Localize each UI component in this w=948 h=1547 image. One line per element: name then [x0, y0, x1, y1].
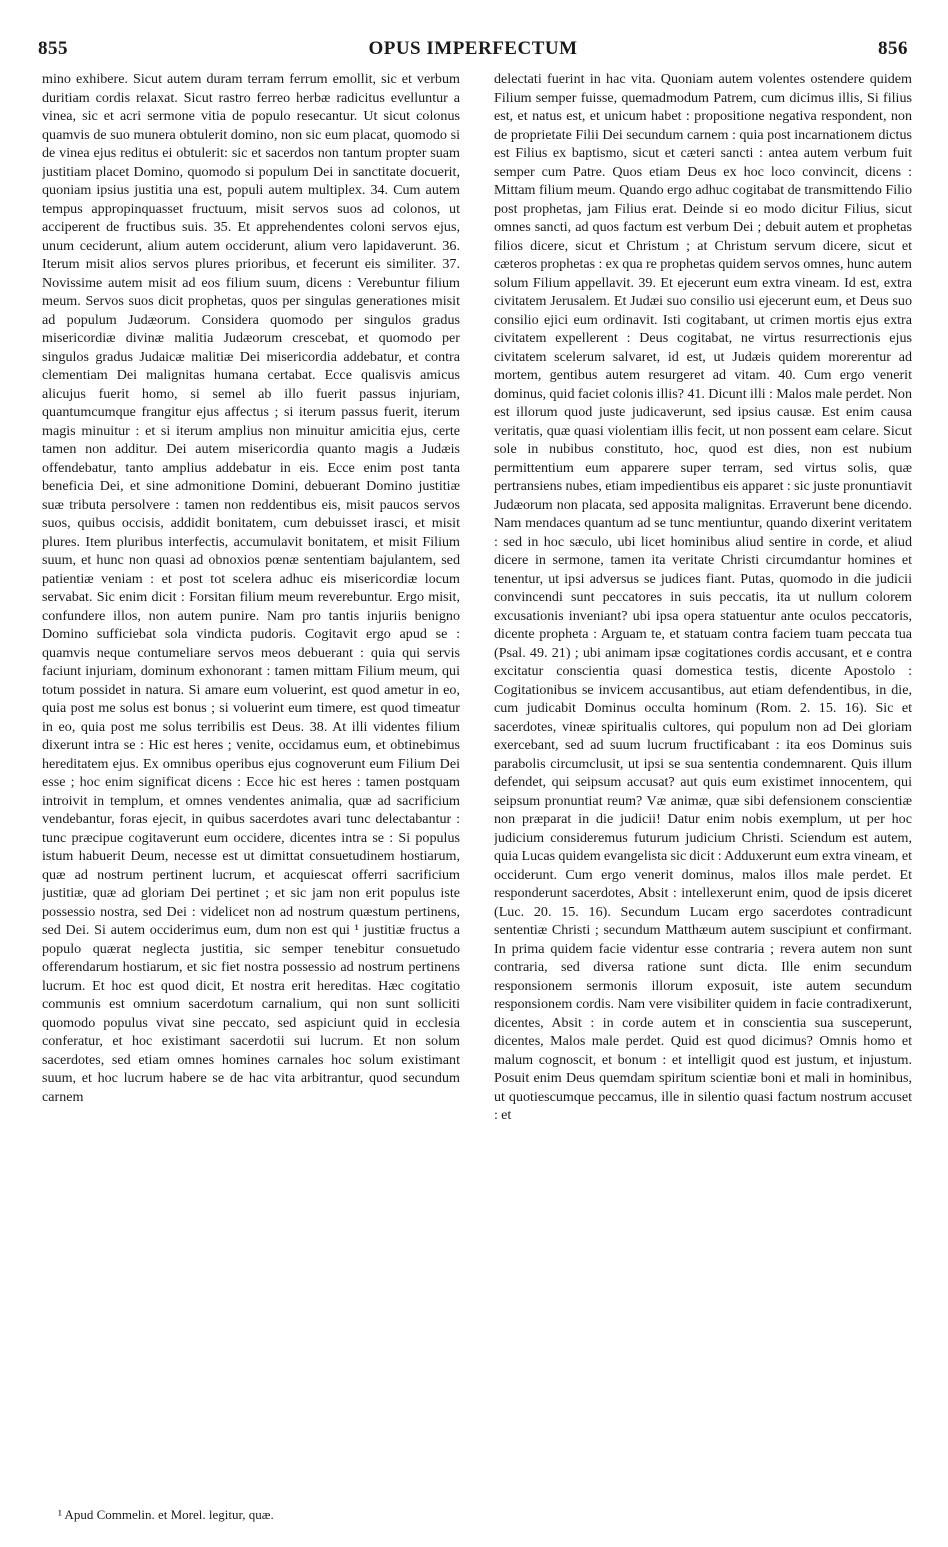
- left-column-text: mino exhibere. Sicut autem duram terram ferrum emollit, sic et verbum duritiam cordis relaxat. Sicut rastro ferreo herbæ radicitus evelluntur a vinea, sic et acri sermone vitia de populo resecantur. Ut sicut colonus quamvis de suo munera obtulerit domino, non sic eum placat, quomodo si de vinea ejus reditus ei obtulerit: sic et sacerdos non tantum propter suam justitiam placet Domino, quomodo si populum Dei in sanctitate docuerit, quoniam ipsius justitia una est, populi autem multiplex. 34. Cum autem tempus appropinquasset fructuum, misit servos suos ad colonos, ut acciperent de fructibus suis. 35. Et apprehendentes coloni servos ejus, unum ceciderunt, alium autem occiderunt, alium vero lapidaverunt. 36. Iterum misit alios servos plures prioribus, et fecerunt eis similiter. 37. Novissime autem misit ad eos filium suum, dicens : Verebuntur filium meum. Servos suos dicit prophetas, quos per singulas generationes misit ad populum Judæorum. Considera quomodo per singulos gradus misericordiæ divinæ malitia Judæorum crescebat, et quomodo per singulos gradus Judaicæ malitiæ Dei misericordia addebatur, et contra clementiam Dei malignitas humana certabat. Ecce qualisvis amicus alicujus fuerit homo, si semel ab illo fuerit passus injuriam, quantumcumque frangitur ejus affectus ; si iterum passus fuerit, iterum magis minuitur : et si iterum amplius non minuitur amicitia ejus, certe tamen non additur. Dei autem misericordia quanto magis a Judæis offendebatur, tanto amplius addebatur in eis. Ecce enim post tanta beneficia Dei, et sine admonitione Domini, debuerant Domino justitiæ suæ tributa persolvere : tamen non reddentibus eis, misit paucos servos suos, quibus occisis, addidit bonitatem, cum debuisset irasci, et misit plures. Item pluribus interfectis, accumulavit bonitatem, et misit Filium suum, et hunc non quasi ad obnoxios pœnæ sententiam bajulantem, sed patientiæ veniam : et post tot scelera adhuc eis misericordiæ locum servabat. Sic enim dicit : Forsitan filium meum reverebuntur. Ergo misit, confundere illos, non autem punire. Nam pro tantis injuriis benigno Domino sufficiebat sola vindicta pudoris. Cogitavit ergo apud se : quamvis neque contumeliare servos meos debuerant : quia qui servis faciunt injuriam, dominum exhonorant : tamen mittam Filium meum, qui totum possidet in natura. Si amare eum voluerint, est quod ametur in eo, quia post me solus est bonus ; si voluerint eum timere, est quod timeatur in eo, quia post me solus terribilis est Deus. 38. At illi videntes filium dixerunt intra se : Hic est heres ; venite, occidamus eum, et obtinebimus hereditatem ejus. Ex omnibus operibus ejus cognoverunt eum Filium Dei esse ; hoc enim significat dicens : Ecce hic est heres : tamen postquam introivit in templum, et omnes vendentes animalia, quæ ad sacrificium vendebantur, foras ejecit, in quibus sacerdotes avari tunc delectabantur : tunc præcipue cogitaverunt eum occidere, dicentes intra se : Si populus istum habuerit Deum, necesse est ut dimittat consuetudinem hostiarum, quæ ad nostrum pertinent lucrum, et acquiescat offerri sacrificium justitiæ, quæ ad gloriam Dei pertinet ; et sic jam non erit populus iste possessio nostra, sed Dei : videlicet non ad nostrum quæstum pertinens, sed Dei. Si autem occiderimus eum, dum non est qui ¹ justitiæ fructus a populo quærat neglecta justitia, sic semper tenebitur consuetudo offerendarum hostiarum, et sic fiet nostra possessio ad nostrum pertinens lucrum. Et hoc est quod dicit, Et nostra erit hereditas. Hæc cogitatio communis est omnium sacerdotum carnalium, qui non sunt solliciti quomodo populus vivat sine peccato, sed aspiciunt quid in ecclesia conferatur, et hoc existimant sacerdotii sui lucrum. Et non solum sacerdotes, sed etiam omnes homines carnales hoc solum existimant suum, et hoc lucrum habere se de hac vita arbitrantur, quod secundum carnem: [42, 71, 460, 1105]
- right-column-text: delectati fuerint in hac vita. Quoniam autem volentes ostendere quidem Filium semper fuisse, quemadmodum Patrem, cum dicimus illis, Si filius est, et natus est, et unicum habet : propositione negativa respondent, non de proprietate Filii Dei secundum carnem : quia post incarnationem dictus est Filius ex baptismo, sicut et cæteri sancti : antea autem verbum fuit semper cum Patre. Quos etiam Deus ex hoc loco convincit, dicens : Mittam filium meum. Quando ergo adhuc cogitabat de transmittendo Filio post prophetas, jam Filius erat. Deinde si eo modo dicitur Filius, sicut omnes sancti, ad quos factum est verbum Dei ; debuit autem et prophetas filios dicere, sicut et Christum ; at Christum servum dicere, sicut et cæteros prophetas : ex qua re prophetas quidem servos omnes, hunc autem solum Filium appellavit. 39. Et ejecerunt eum extra vineam. Id est, extra civitatem Jerusalem. Et Judæi suo consilio usi ejecerunt eum, et Deus suo consilio ejici eum ordinavit. Isti cogitabant, ut crimen mortis ejus extra civitatem expellerent : Deus cogitabat, ne virtus resurrectionis ejus civitatem scelerum salvaret, id est, ut Judæis quidem morerentur ad mortem, gentibus autem resurgeret ad vitam. 40. Cum ergo venerit dominus, quid faciet colonis illis? 41. Dicunt illi : Malos male perdet. Non est illorum quod juste judicaverunt, sed ipsius causæ. Est enim causa veritatis, quæ quasi violentiam illis fecit, ut non possent eam celare. Sicut sole in nubibus constituto, hoc, quod est dies, non est nubium permittentium eum apparere super terram, sed virtus solis, quæ pertransiens nubes, etiam impedientibus eis apparet : sic juste pronuntiavit Judæorum non placata, sed apposita malignitas. Erraverunt bene dicendo. Nam mendaces quantum ad se tunc mentiuntur, quando dixerint veritatem : sed in hoc sæculo, ubi licet hominibus aliud sentire in corde, et aliud dicere in sermone, tamen ita veritate Christi circumdantur homines et tenentur, ut ipsi adversus se judices fiant. Putas, quomodo in die judicii convincendi sunt peccatores in suis peccatis, ita ut nullum colorem excusationis inveniant? ubi ipsa opera statuentur ante oculos peccatoris, dicente propheta : Arguam te, et statuam contra faciem tuam peccata tua (Psal. 49. 21) ; ubi animam ipsæ cogitationes cordis accusant, et e contra excitatur conscientia quasi domestica testis, dicente Apostolo : Cogitationibus se invicem accusantibus, aut etiam defendentibus, in die, cum judicabit Dominus occulta hominum (Rom. 2. 15. 16). Sic et sacerdotes, vineæ spiritualis cultores, qui populum non ad Dei gloriam exercebant, sed ad suum lucrum fructificabant : ita eos Dominus suis parabolis circumclusit, ut ipsi se sua sententia condemnarent. Quis illum defendet, qui seipsum accusat? aut quis eum existimet innocentem, qui seipsum pronuntiat reum? Væ animæ, quæ sibi defensionem conscientiæ non præparat in die judicii! Datur enim nobis exemplum, ut per hoc judicium consideremus futurum judicium Christi. Sciendum est autem, quia Lucas quidem evangelista sic dicit : Adduxerunt eum extra vineam, et occiderunt. Cum ergo venerit dominus, malos illos male perdet. Et responderunt sacerdotes, Absit : intellexerunt enim, quod de ipsis diceret (Luc. 20. 15. 16). Secundum Lucam ergo sacerdotes contradicunt sententiæ Christi ; secundum Matthæum autem suscipiunt et confirmant. In prima quidem facie videntur esse contraria ; revera autem non sunt contraria, sed diversa ratione sunt dicta. Ille enim secundum responsionem sermonis illorum exposuit, iste autem secundum responsionem cordis. Nam vere visibiliter quidem in facie contradixerunt, dicentes, Absit : in corde autem et in conscientia sua susceperunt, dicentes, Malos male perdet. Quid est quod dicimus? Omnis homo et malum cognoscit, et bonum : et intelligit quod est justum, et injustum. Posuit enim Deus quemdam spiritum scientiæ boni et mali in hominibus, ut quotiescumque peccamus, ille in silentio quasi factum nostrum accuset : et: [494, 71, 912, 1123]
- left-column: [42, 70, 460, 1490]
- page-number-right: 856: [878, 38, 908, 59]
- right-column: [494, 70, 912, 1510]
- page-number-left: 855: [38, 38, 68, 59]
- running-header: [38, 38, 908, 62]
- running-title: OPUS IMPERFECTUM: [368, 38, 578, 59]
- footnote: ¹ Apud Commelin. et Morel. legitur, quæ.: [58, 1507, 274, 1522]
